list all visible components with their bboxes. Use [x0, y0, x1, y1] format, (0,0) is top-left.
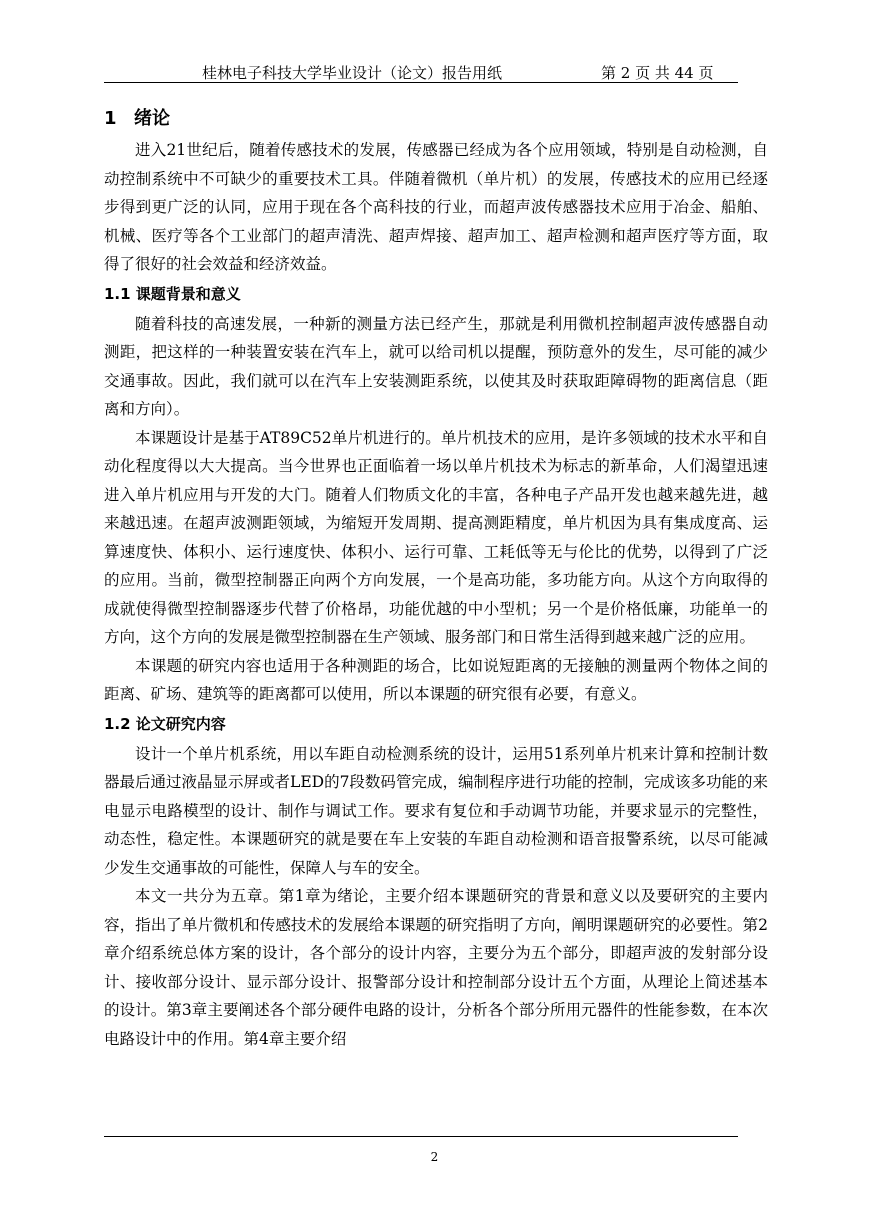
- chapter-heading: [104, 102, 768, 136]
- section-1-2-paragraph-1: 设计一个单片机系统，用以车距自动检测系统的设计，运用51系列单片机来计算和控制计数器最后通过液晶显示屏或者LED的7段数码管完成，编制程序进行功能的控制，完成该多功能的来电显示电路模型的设计、制作与调试工作。要求有复位和手动调节功能，并要求显示的完整性，动态性，稳定性。本课题研究的就是要在车上安装的车距自动检测和语音报警系统，以尽可能减少发生交通事故的可能性，保障人与车的安全。: [104, 744, 768, 877]
- section-heading-1-1: 1.1 课题背景和意义: [104, 284, 241, 303]
- intro-paragraph: 进入21世纪后，随着传感技术的发展，传感器已经成为各个应用领域，特别是自动检测，自动控制系统中不可缺少的重要技术工具。伴随着微机（单片机）的发展，传感技术的应用已经逐步得到更广泛的认同，应用于现在各个高科技的行业，而超声波传感器技术应用于冶金、船舶、机械、医疗等各个工业部门的超声清洗、超声焊接、超声加工、超声检测和超声医疗等方面，取得了很好的社会效益和经济效益。: [104, 141, 768, 273]
- header-page-info: 第 2 页 共 44 页: [601, 64, 714, 82]
- section-1-1-paragraph-2: 本课题设计是基于AT89C52单片机进行的。单片机技术的应用，是许多领域的技术水平和自动化程度得以大大提高。当今世界也正面临着一场以单片机技术为标志的新革命，人们渴望迅速进入单片机应用与开发的大门。随着人们物质文化的丰富，各种电子产品开发也越来越先进，越来越迅速。在超声波测距领域，为缩短开发周期、提高测距精度，单片机因为具有集成度高、运算速度快、体积小、运行速度快、体积小、运行可靠、工耗低等无与伦比的优势，以得到了广泛的应用。当前，微型控制器正向两个方向发展，一个是高功能，多功能方向。从这个方向取得的成就使得微型控制器逐步代替了价格昂，功能优越的中小型机；另一个是价格低廉，功能单一的方向，这个方向的发展是微型控制器在生产领域、服务部门和日常生活得到越来越广泛的应用。: [104, 428, 768, 646]
- section-heading-1-2: 1.2 论文研究内容: [104, 714, 226, 733]
- section-1-1-paragraph-3: 本课题的研究内容也适用于各种测距的场合，比如说短距离的无接触的测量两个物体之间的距离、矿场、建筑等的距离都可以使用，所以本课题的研究很有必要，有意义。: [104, 656, 768, 703]
- footer-divider: [104, 1136, 738, 1137]
- document-body: [104, 102, 768, 1053]
- section-1-2-paragraph-2: 本文一共分为五章。第1章为绪论，主要介绍本课题研究的背景和意义以及要研究的主要内容，指出了单片微机和传感技术的发展给本课题的研究指明了方向，阐明课题研究的必要性。第2章介绍系统总体方案的设计，各个部分的设计内容，主要分为五个部分，即超声波的发射部分设计、接收部分设计、显示部分设计、报警部分设计和控制部分设计五个方面，从理论上简述基本的设计。第3章主要阐述各个部分硬件电路的设计，分析各个部分所用元器件的性能参数，在本次电路设计中的作用。第4章主要介绍: [104, 887, 768, 1048]
- chapter-title: 绪论: [134, 108, 170, 129]
- chapter-number: 1: [104, 108, 117, 129]
- header-title: 桂林电子科技大学毕业设计（论文）报告用纸: [202, 64, 503, 82]
- page-header: [104, 62, 738, 83]
- page-number: 2: [430, 1150, 439, 1164]
- section-1-1-paragraph-1: 随着科技的高速发展，一种新的测量方法已经产生，那就是利用微机控制超声波传感器自动测距，把这样的一种装置安装在汽车上，就可以给司机以提醒，预防意外的发生，尽可能的减少交通事故。因此，我们就可以在汽车上安装测距系统，以使其及时获取距障碍物的距离信息（距离和方向）。: [104, 314, 768, 418]
